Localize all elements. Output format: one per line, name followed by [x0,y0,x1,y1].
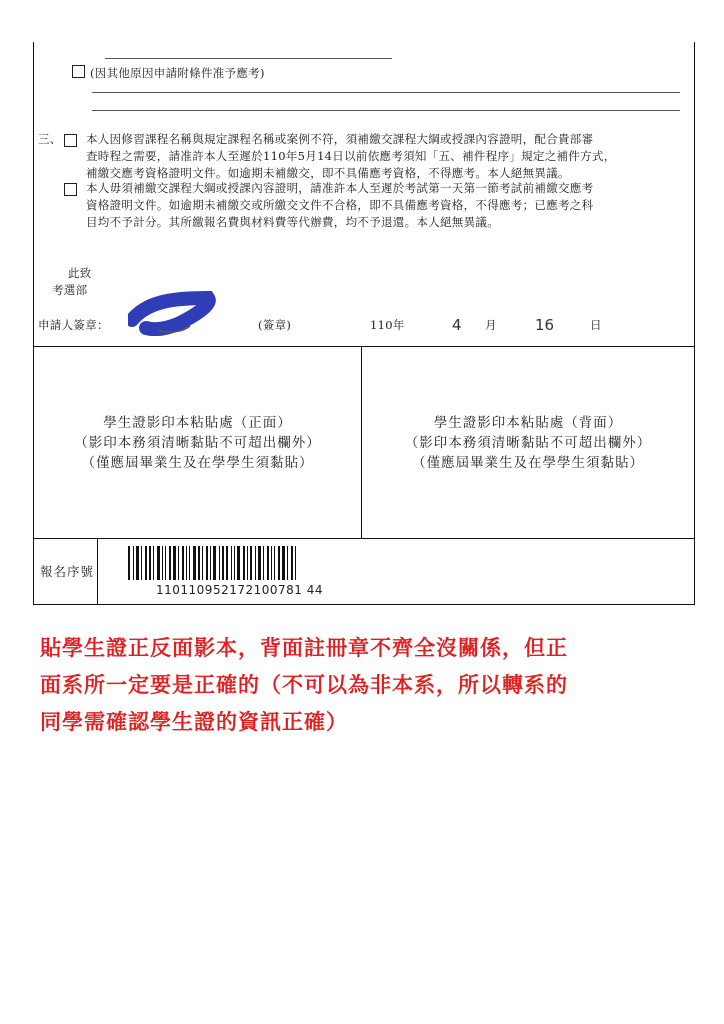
barcode-bar [128,546,130,580]
barcode-bar [278,546,280,580]
reason-blank-line-1 [92,92,680,93]
option-other-reason [72,65,265,82]
section3-para1 [86,131,696,182]
barcode-bar [222,546,224,580]
frame-cells-bottom [33,538,695,539]
barcode-bar [263,546,264,580]
para2-line: 資格證明文件。如逾期未補繳交或所繳交文件不合格，即不具備應考資格，不得應考；已應考之科 [86,198,594,212]
barcode-bar [274,546,275,580]
barcode-bar [247,546,248,580]
barcode-bar [258,546,261,580]
front-cell-title: 學生證影印本粘貼處（正面） [103,415,292,431]
barcode-bar [173,546,176,580]
barcode-bar [178,546,179,580]
para1-line: 補繳交應考資格證明文件。如逾期未補繳交，即不具備應考資格，不得應考。本人絕無異議。 [86,166,570,180]
frame-right [694,42,695,605]
barcode-bar [133,546,134,580]
section3-para2 [86,180,696,231]
seal-label: (簽章) [258,318,292,332]
barcode-bar [202,546,203,580]
section3-label: 三、 [38,132,62,146]
barcode-bar [231,546,232,580]
sign-month-value: 4 [452,316,462,334]
barcode-bar [255,546,256,580]
barcode-bar [206,546,208,580]
front-cell-note: （僅應屆畢業生及在學學生須黏貼） [81,455,314,471]
barcode-bar [157,546,160,580]
other-reason-label: (因其他原因申請附條件准予應考) [90,66,265,80]
redacted-signature-scribble [128,290,218,336]
red-annotation [40,630,700,741]
frame-sig-divider [33,346,695,347]
frame-reg-divider [97,538,98,605]
front-paste-cell [34,413,361,473]
barcode-bar [213,546,216,580]
barcode-bar [165,546,166,580]
barcode-bar [189,546,190,580]
barcode-bar [182,546,184,580]
barcode-bar [162,546,163,580]
barcode-bar [149,546,151,580]
barcode-bar [237,546,240,580]
reason-blank-line-2 [92,110,680,111]
annotation-line: 面系所一定要是正確的（不可以為非本系，所以轉系的 [40,673,568,697]
annotation-line: 同學需確認學生證的資訊正確） [40,710,348,734]
frame-left [33,42,34,605]
signature-label: 申請人簽章： [38,318,109,332]
back-cell-note: （影印本務須清晰黏貼不可超出欄外） [404,435,652,451]
barcode-bar [267,546,269,580]
barcode-bar [243,546,245,580]
barcode-bar [234,546,235,580]
front-cell-note: （影印本務須清晰黏貼不可超出欄外） [74,435,321,451]
sign-day-value: 16 [535,316,555,334]
checkbox-other-reason[interactable] [72,65,85,78]
back-cell-note: （僅應屆畢業生及在學學生須黏貼） [412,455,644,471]
closing-line2: 考選部 [52,283,88,297]
barcode-bar [153,546,154,580]
barcode-bar [295,546,296,580]
barcode-bar [291,546,293,580]
barcode-bar [271,546,272,580]
barcode-bar [169,546,171,580]
barcode-bar [287,546,288,580]
back-cell-title: 學生證影印本粘貼處（背面） [433,415,623,431]
registration-label: 報名序號 [40,564,95,579]
registration-barcode [128,546,318,580]
sign-month-label: 月 [485,318,497,332]
barcode-bar [210,546,211,580]
checkbox-para2[interactable] [64,183,77,196]
checkbox-para1[interactable] [64,134,77,147]
barcode-bar [145,546,147,580]
barcode-bar [186,546,187,580]
para2-line: 目均不予計分。其所繳報名費與材料費等代辦費，均不予退還。本人絕無異議。 [86,215,499,229]
barcode-bar [226,546,228,580]
top-blank-line [105,58,392,59]
registration-number: 110110952172100781 44 [156,583,324,597]
para1-line: 本人因修習課程名稱與規定課程名稱或案例不符，須補繳交課程大綱或授課內容證明，配合貴部審 [86,132,594,146]
barcode-bar [193,546,196,580]
barcode-bar [219,546,220,580]
para1-line: 查時程之需要，請准許本人至遲於110年5月14日以前依應考須知「五、補件程序」規定之補件方式， [86,149,616,163]
back-paste-cell [362,413,694,473]
closing-line1: 此致 [68,266,92,280]
frame-bottom [33,604,695,605]
barcode-bar [136,546,139,580]
barcode-bar [250,546,252,580]
barcode-bar [198,546,200,580]
para2-line: 本人毋須補繳交課程大綱或授課內容證明，請准許本人至遲於考試第一天第一節考試前補繳交應考 [86,181,594,195]
sign-year: 110年 [370,318,405,332]
barcode-bar [282,546,285,580]
annotation-line: 貼學生證正反面影本，背面註冊章不齊全沒關係，但正 [40,636,568,660]
sign-day-label: 日 [590,318,602,332]
barcode-bar [141,546,142,580]
